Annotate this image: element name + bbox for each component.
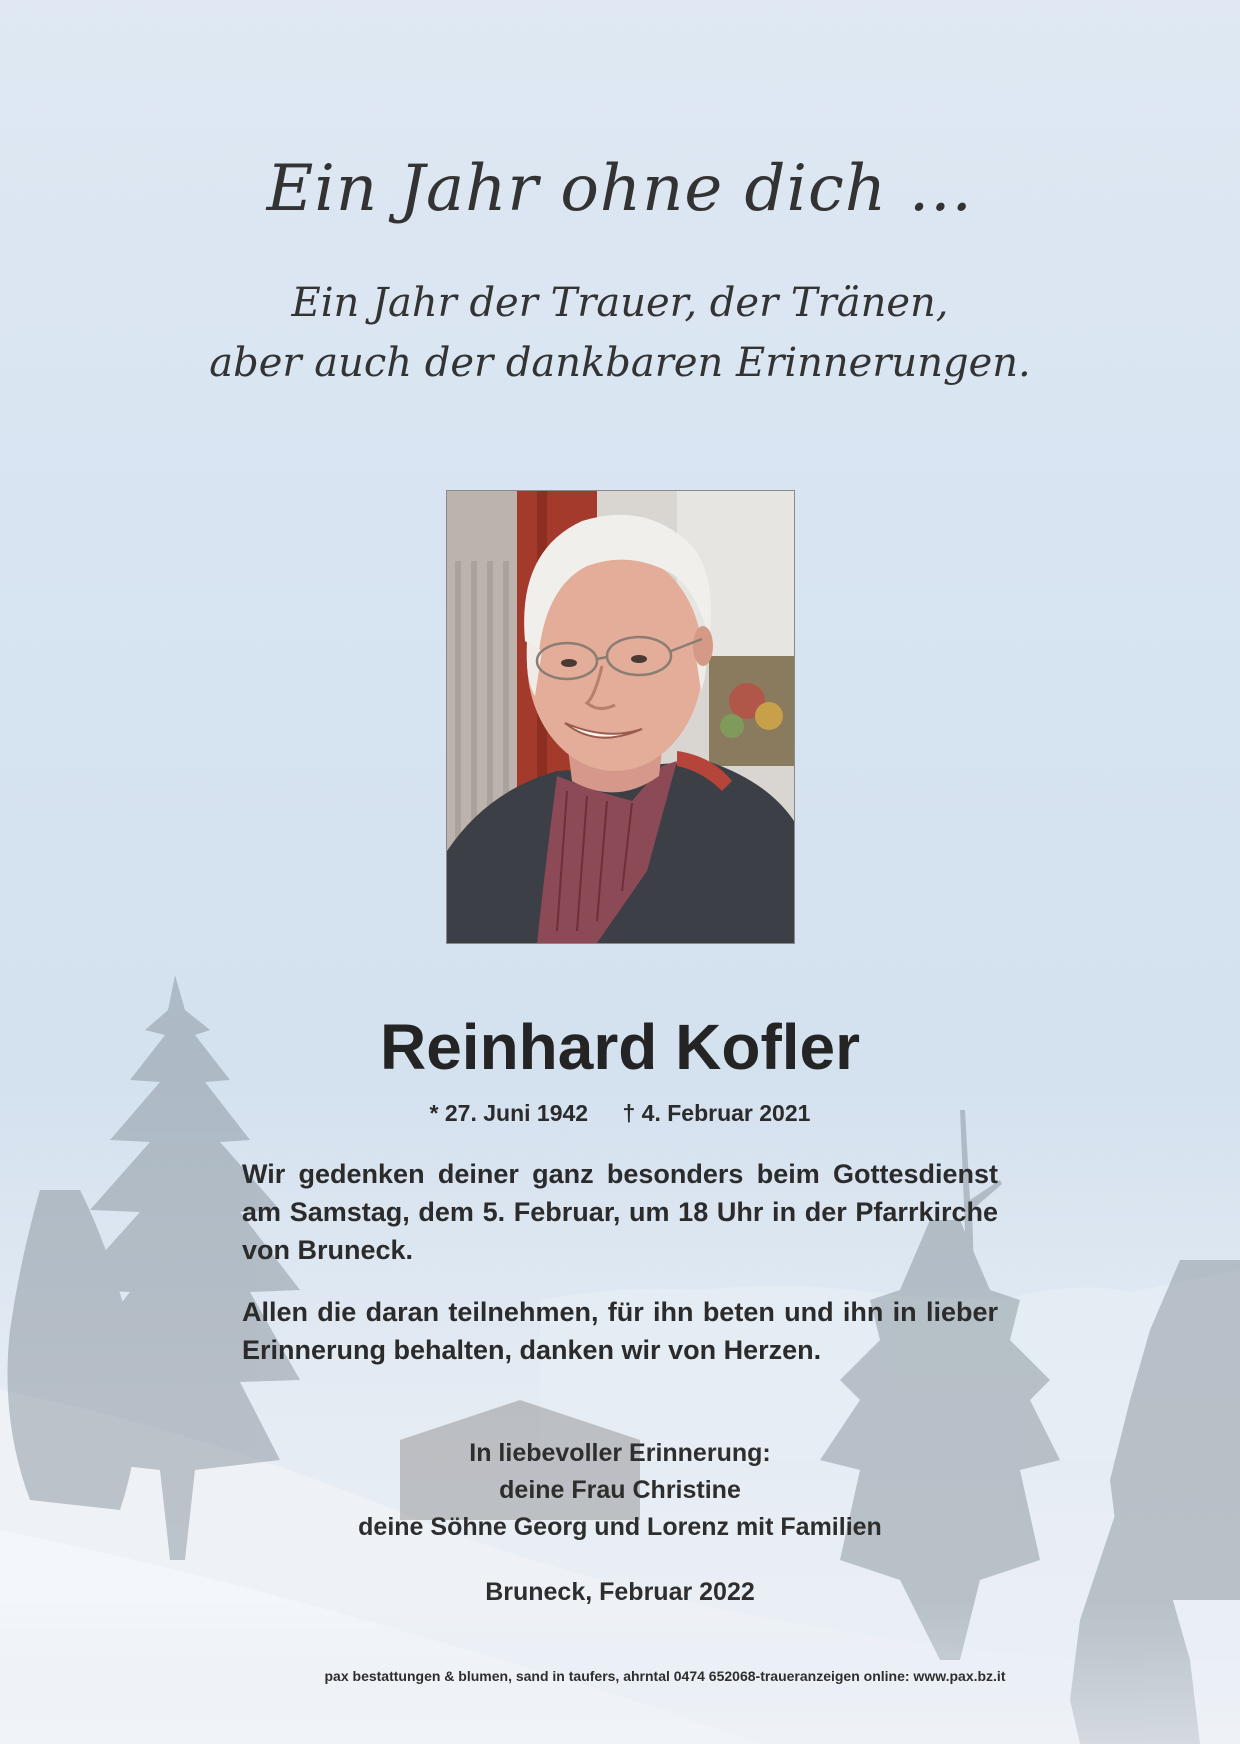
portrait-photo bbox=[446, 490, 795, 944]
family-sons: deine Söhne Georg und Lorenz mit Familien bbox=[358, 1513, 882, 1541]
thanks-text: Allen die daran teilnehmen, für ihn beten und ihn in lieber Erinnerung behalten, danken wir von Herzen. bbox=[242, 1297, 998, 1365]
footer-imprint: pax bestattungen & blumen, sand in taufers, ahrntal 0474 652068-traueranzeigen online: www.pax.bz.it bbox=[324, 1668, 1006, 1684]
memorial-service-text: Wir gedenken deiner ganz besonders beim Gottesdienst am Samstag, dem 5. Februar, um 18 Uhr in der Pfarrkirche von Bruneck. bbox=[242, 1159, 998, 1265]
life-dates bbox=[0, 1100, 1240, 1127]
verse-line-2: aber auch der dankbaren Erinnerungen. bbox=[209, 340, 1031, 386]
birth-date: * 27. Juni 1942 bbox=[429, 1100, 589, 1126]
place-date: Bruneck, Februar 2022 bbox=[485, 1578, 755, 1606]
family-intro: In liebevoller Erinnerung: bbox=[469, 1439, 771, 1467]
death-date: † 4. Februar 2021 bbox=[622, 1100, 811, 1126]
headline: Ein Jahr ohne dich … bbox=[266, 152, 974, 226]
family-wife: deine Frau Christine bbox=[499, 1476, 741, 1504]
verse-line-1: Ein Jahr der Trauer, der Tränen, bbox=[291, 280, 949, 326]
deceased-name: Reinhard Kofler bbox=[379, 1011, 861, 1083]
family-signature bbox=[0, 1435, 1240, 1546]
